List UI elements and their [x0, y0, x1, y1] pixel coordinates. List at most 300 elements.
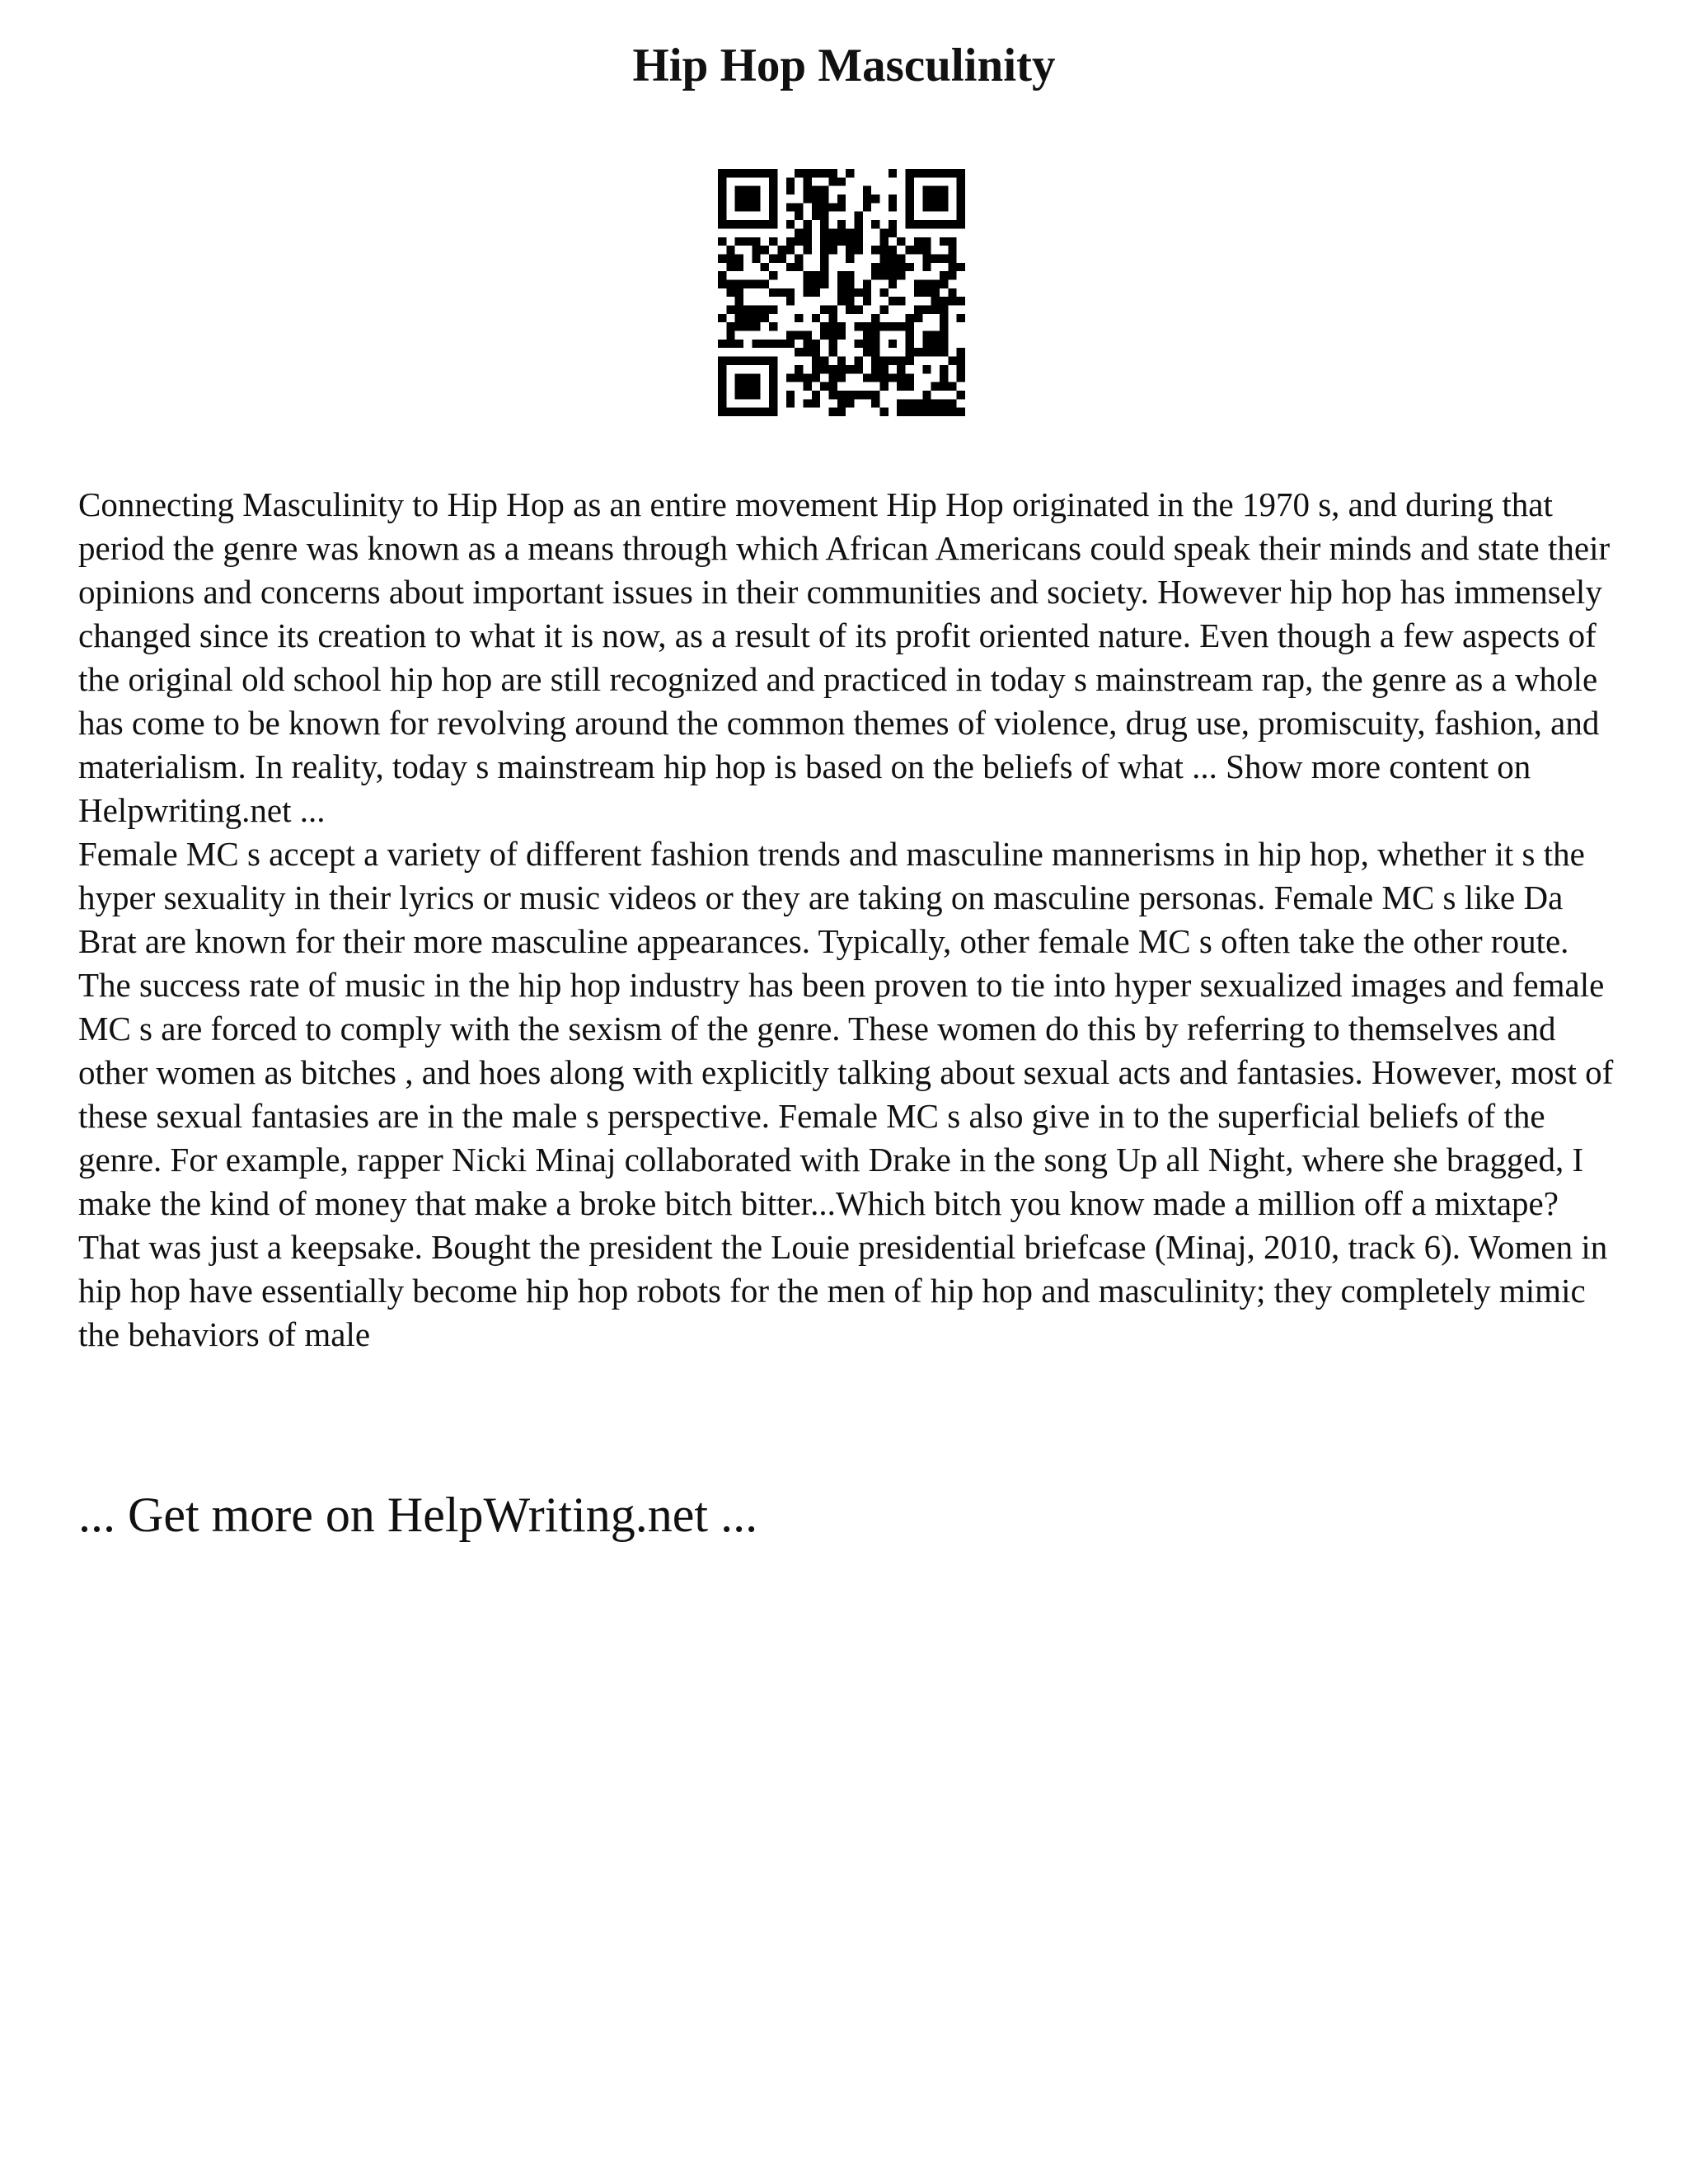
qr-module	[897, 357, 905, 365]
qr-module	[803, 228, 811, 237]
qr-module	[743, 408, 752, 416]
qr-module	[922, 288, 931, 297]
qr-code-icon	[718, 169, 965, 416]
qr-module	[812, 186, 820, 194]
qr-module	[931, 331, 940, 340]
qr-module	[820, 228, 828, 237]
qr-module	[837, 408, 846, 416]
qr-module	[957, 348, 965, 356]
qr-module	[828, 169, 837, 177]
qr-module	[837, 228, 846, 237]
qr-module	[871, 322, 879, 330]
qr-module	[761, 408, 769, 416]
qr-module	[855, 220, 863, 228]
qr-module	[726, 340, 734, 348]
qr-module	[837, 220, 846, 228]
qr-module	[820, 186, 828, 194]
qr-module	[752, 340, 760, 348]
qr-module	[795, 314, 803, 322]
qr-module	[743, 306, 752, 314]
qr-module	[837, 331, 846, 340]
qr-module	[837, 194, 846, 203]
qr-module	[743, 279, 752, 288]
qr-module	[922, 348, 931, 356]
qr-module	[871, 314, 879, 322]
qr-module	[743, 322, 752, 330]
qr-module	[863, 194, 871, 203]
qr-module	[812, 373, 820, 382]
qr-module	[735, 340, 743, 348]
qr-module	[735, 297, 743, 305]
qr-module	[940, 365, 948, 373]
qr-module	[718, 237, 726, 246]
qr-module	[906, 348, 914, 356]
qr-module	[795, 228, 803, 237]
qr-module	[769, 288, 777, 297]
qr-module	[837, 177, 846, 185]
qr-module	[880, 263, 889, 271]
qr-module	[803, 331, 811, 340]
qr-module	[769, 237, 777, 246]
qr-module	[795, 348, 803, 356]
qr-module	[803, 169, 811, 177]
qr-module	[940, 186, 948, 194]
qr-module	[922, 169, 931, 177]
qr-module	[871, 263, 879, 271]
qr-module	[795, 373, 803, 382]
qr-module	[820, 254, 828, 262]
qr-module	[752, 169, 760, 177]
qr-module	[906, 169, 914, 177]
qr-module	[735, 169, 743, 177]
qr-module	[871, 357, 879, 365]
qr-module	[871, 194, 879, 203]
qr-module	[948, 254, 956, 262]
qr-module	[803, 271, 811, 279]
qr-module	[735, 357, 743, 365]
qr-module	[931, 340, 940, 348]
qr-module	[735, 220, 743, 228]
qr-module	[828, 348, 837, 356]
qr-module	[914, 306, 922, 314]
qr-module	[906, 382, 914, 391]
qr-module	[786, 373, 795, 382]
qr-module	[803, 340, 811, 348]
qr-module	[752, 306, 760, 314]
qr-module	[880, 254, 889, 262]
qr-module	[940, 382, 948, 391]
qr-module	[897, 297, 905, 305]
qr-module	[889, 373, 897, 382]
qr-module	[837, 365, 846, 373]
qr-module	[718, 357, 726, 365]
qr-module	[820, 194, 828, 203]
qr-module	[880, 246, 889, 254]
qr-module	[718, 186, 726, 194]
qr-module	[718, 212, 726, 220]
qr-module	[752, 246, 760, 254]
qr-module	[769, 373, 777, 382]
qr-module	[914, 288, 922, 297]
qr-module	[940, 271, 948, 279]
qr-module	[812, 271, 820, 279]
qr-module	[940, 322, 948, 330]
qr-module	[828, 177, 837, 185]
qr-module	[931, 306, 940, 314]
qr-module	[837, 391, 846, 399]
qr-module	[957, 391, 965, 399]
qr-module	[820, 203, 828, 211]
qr-module	[828, 203, 837, 211]
qr-module	[940, 194, 948, 203]
qr-module	[812, 203, 820, 211]
qr-module	[735, 306, 743, 314]
qr-module	[786, 246, 795, 254]
qr-module	[743, 391, 752, 399]
qr-module	[828, 373, 837, 382]
qr-module	[828, 382, 837, 391]
qr-module	[931, 399, 940, 407]
qr-module	[769, 169, 777, 177]
qr-module	[812, 212, 820, 220]
qr-module	[786, 399, 795, 407]
qr-module	[922, 203, 931, 211]
qr-module	[786, 220, 795, 228]
qr-module	[863, 297, 871, 305]
qr-module	[880, 373, 889, 382]
qr-module	[769, 177, 777, 185]
qr-module	[855, 246, 863, 254]
qr-module	[914, 279, 922, 288]
qr-module	[803, 348, 811, 356]
qr-module	[752, 203, 760, 211]
qr-module	[761, 306, 769, 314]
qr-module	[906, 186, 914, 194]
qr-module	[957, 297, 965, 305]
qr-module	[735, 314, 743, 322]
qr-module	[726, 169, 734, 177]
qr-module	[948, 357, 956, 365]
qr-module	[726, 306, 734, 314]
qr-module	[871, 348, 879, 356]
qr-module	[948, 169, 956, 177]
qr-module	[931, 279, 940, 288]
qr-module	[889, 357, 897, 365]
qr-module	[718, 271, 726, 279]
qr-module	[803, 194, 811, 203]
qr-module	[837, 373, 846, 382]
qr-module	[726, 263, 734, 271]
qr-module	[718, 279, 726, 288]
qr-module	[871, 373, 879, 382]
qr-module	[735, 186, 743, 194]
qr-module	[922, 194, 931, 203]
qr-module	[735, 322, 743, 330]
qr-module	[957, 314, 965, 322]
qr-module	[922, 391, 931, 399]
qr-module	[914, 399, 922, 407]
qr-module	[957, 408, 965, 416]
qr-module	[914, 314, 922, 322]
qr-module	[837, 399, 846, 407]
qr-module	[735, 391, 743, 399]
qr-module	[957, 357, 965, 365]
qr-module	[863, 373, 871, 382]
qr-module	[931, 348, 940, 356]
qr-module	[906, 314, 914, 322]
qr-module	[803, 220, 811, 228]
qr-module	[752, 357, 760, 365]
qr-module	[828, 246, 837, 254]
qr-module	[940, 220, 948, 228]
qr-module	[812, 391, 820, 399]
qr-module	[777, 254, 785, 262]
qr-module	[837, 297, 846, 305]
qr-module	[855, 340, 863, 348]
qr-module	[828, 408, 837, 416]
qr-module	[828, 306, 837, 314]
qr-module	[769, 194, 777, 203]
qr-module	[948, 288, 956, 297]
qr-module	[940, 408, 948, 416]
qr-module	[871, 220, 879, 228]
qr-module	[889, 297, 897, 305]
qr-module	[846, 271, 854, 279]
qr-module	[855, 212, 863, 220]
qr-module	[769, 271, 777, 279]
qr-module	[906, 340, 914, 348]
qr-module	[769, 322, 777, 330]
qr-module	[889, 203, 897, 211]
qr-module	[718, 169, 726, 177]
qr-module	[795, 237, 803, 246]
qr-module	[828, 322, 837, 330]
qr-module	[743, 169, 752, 177]
qr-module	[786, 186, 795, 194]
qr-module	[940, 297, 948, 305]
qr-module	[906, 212, 914, 220]
qr-module	[931, 186, 940, 194]
qr-module	[897, 254, 905, 262]
qr-module	[828, 314, 837, 322]
qr-module	[897, 408, 905, 416]
qr-module	[769, 391, 777, 399]
qr-module	[761, 340, 769, 348]
qr-module	[820, 169, 828, 177]
qr-module	[948, 263, 956, 271]
qr-module	[726, 322, 734, 330]
qr-module	[803, 382, 811, 391]
qr-module	[726, 331, 734, 340]
qr-module	[812, 288, 820, 297]
qr-module	[752, 322, 760, 330]
qr-module	[812, 357, 820, 365]
qr-module	[906, 220, 914, 228]
qr-module	[743, 194, 752, 203]
qr-module	[769, 203, 777, 211]
qr-module	[828, 237, 837, 246]
qr-module	[769, 186, 777, 194]
qr-module	[948, 246, 956, 254]
qr-module	[880, 271, 889, 279]
qr-module	[940, 348, 948, 356]
qr-module	[803, 186, 811, 194]
qr-module	[914, 220, 922, 228]
qr-module	[889, 340, 897, 348]
qr-module	[735, 382, 743, 391]
qr-module	[795, 212, 803, 220]
qr-module	[931, 169, 940, 177]
qr-module	[871, 246, 879, 254]
qr-module	[906, 331, 914, 340]
qr-module	[948, 382, 956, 391]
qr-module	[880, 357, 889, 365]
qr-module	[914, 408, 922, 416]
qr-module	[940, 331, 948, 340]
paragraph-intro: Connecting Masculinity to Hip Hop as an entire movement Hip Hop originated in the 1970 s, and during that period the genre was known as a means through which African Americans could speak their minds and state their opinions and concerns about important issues in their communities and society. However hip hop has immensely changed since its creation to what it is now, as a result of its profit oriented nature. Even though a few aspects of the original old school hip hop are still recognized and practiced in today s mainstream rap, the genre as a whole has come to be known for revolving around the common themes of violence, drug use, promiscuity, fashion, and materialism. In reality, today s mainstream hip hop is based on the beliefs of what ... Show more content on Helpwriting.net ...	[78, 485, 1611, 829]
qr-module	[726, 254, 734, 262]
qr-module	[761, 169, 769, 177]
qr-module	[940, 203, 948, 211]
qr-module	[769, 399, 777, 407]
qr-module	[940, 254, 948, 262]
qr-module	[957, 220, 965, 228]
qr-module	[743, 203, 752, 211]
qr-module	[863, 348, 871, 356]
qr-module	[786, 297, 795, 305]
qr-module	[880, 306, 889, 314]
qr-module	[906, 322, 914, 330]
qr-module	[889, 322, 897, 330]
paragraph-female-mcs: Female MC s accept a variety of different fashion trends and masculine mannerisms in hip hop, whether it s the hyper sexuality in their lyrics or music videos or they are taking on masculine personas. Female MC s like Da Brat are known for their more masculine appearances. Typically, other female MC s often take the other route. The success rate of music in the hip hop industry has been proven to tie into hyper sexualized images and female MC s are forced to comply with the sexism of the genre. These women do this by referring to themselves and other women as bitches , and hoes along with explicitly talking about sexual acts and fantasies. However, most of these sexual fantasies are in the male s perspective. Female MC s also give in to the superficial beliefs of the genre. For example, rapper Nicki Minaj collaborated with Drake in the song Up all Night, where she bragged, I make the kind of money that make a broke bitch bitter...Which bitch you know made a million off a mixtape? That was just a keepsake. Bought the president the Louie presidential briefcase (Minaj, 2010, track 6). Women in hip hop have essentially become hip hop robots for the men of hip hop and masculinity; they completely mimic the behaviors of male	[78, 835, 1614, 1353]
qr-module	[726, 288, 734, 297]
qr-module	[820, 237, 828, 246]
qr-module	[718, 203, 726, 211]
qr-module	[871, 399, 879, 407]
qr-module	[786, 391, 795, 399]
qr-module	[889, 169, 897, 177]
qr-module	[828, 228, 837, 237]
qr-module	[880, 237, 889, 246]
qr-module	[718, 373, 726, 382]
qr-module	[880, 288, 889, 297]
qr-module	[931, 297, 940, 305]
qr-module	[803, 237, 811, 246]
qr-module	[931, 203, 940, 211]
qr-module	[931, 408, 940, 416]
qr-module	[743, 237, 752, 246]
qr-module	[820, 279, 828, 288]
qr-module	[769, 357, 777, 365]
qr-module	[897, 263, 905, 271]
qr-module	[889, 246, 897, 254]
qr-module	[846, 399, 854, 407]
qr-module	[752, 373, 760, 382]
qr-module	[812, 194, 820, 203]
qr-module	[769, 220, 777, 228]
qr-module	[922, 220, 931, 228]
qr-module	[820, 357, 828, 365]
qr-module	[906, 194, 914, 203]
qr-module	[735, 203, 743, 211]
qr-module	[871, 331, 879, 340]
qr-module	[718, 340, 726, 348]
qr-module	[880, 408, 889, 416]
qr-module	[948, 408, 956, 416]
qr-module	[761, 246, 769, 254]
qr-module	[871, 340, 879, 348]
qr-module	[914, 246, 922, 254]
qr-module	[786, 203, 795, 211]
qr-module	[795, 263, 803, 271]
qr-module	[795, 203, 803, 211]
qr-module	[820, 263, 828, 271]
qr-module	[837, 288, 846, 297]
qr-module	[812, 365, 820, 373]
qr-module	[957, 212, 965, 220]
qr-module	[922, 306, 931, 314]
qr-module	[940, 169, 948, 177]
qr-module	[786, 340, 795, 348]
qr-module	[828, 365, 837, 373]
qr-module	[957, 194, 965, 203]
qr-module	[726, 246, 734, 254]
qr-module	[897, 237, 905, 246]
qr-module	[940, 373, 948, 382]
qr-module	[855, 322, 863, 330]
qr-module	[820, 246, 828, 254]
qr-module	[940, 306, 948, 314]
qr-module	[743, 220, 752, 228]
qr-module	[769, 212, 777, 220]
qr-module	[922, 237, 931, 246]
qr-module	[906, 203, 914, 211]
qr-module	[769, 306, 777, 314]
qr-module	[812, 348, 820, 356]
qr-module	[922, 331, 931, 340]
qr-module	[803, 246, 811, 254]
qr-module	[922, 263, 931, 271]
qr-module	[837, 271, 846, 279]
qr-module	[906, 263, 914, 271]
qr-module	[812, 169, 820, 177]
qr-module	[718, 391, 726, 399]
qr-module	[837, 357, 846, 365]
qr-module	[922, 340, 931, 348]
qr-module	[743, 314, 752, 322]
qr-module	[769, 382, 777, 391]
qr-module	[922, 408, 931, 416]
qr-module	[846, 365, 854, 373]
qr-module	[761, 220, 769, 228]
qr-module	[837, 322, 846, 330]
qr-module	[752, 194, 760, 203]
qr-module	[743, 382, 752, 391]
qr-module	[735, 288, 743, 297]
qr-module	[863, 186, 871, 194]
qr-module	[803, 279, 811, 288]
get-more-link[interactable]: ... Get more on HelpWriting.net ...	[78, 1488, 758, 1542]
qr-module	[880, 322, 889, 330]
qr-module	[846, 288, 854, 297]
qr-module	[906, 408, 914, 416]
qr-module	[880, 365, 889, 373]
qr-module	[914, 348, 922, 356]
qr-module	[846, 228, 854, 237]
qr-module	[769, 340, 777, 348]
qr-module	[769, 254, 777, 262]
qr-module	[906, 399, 914, 407]
